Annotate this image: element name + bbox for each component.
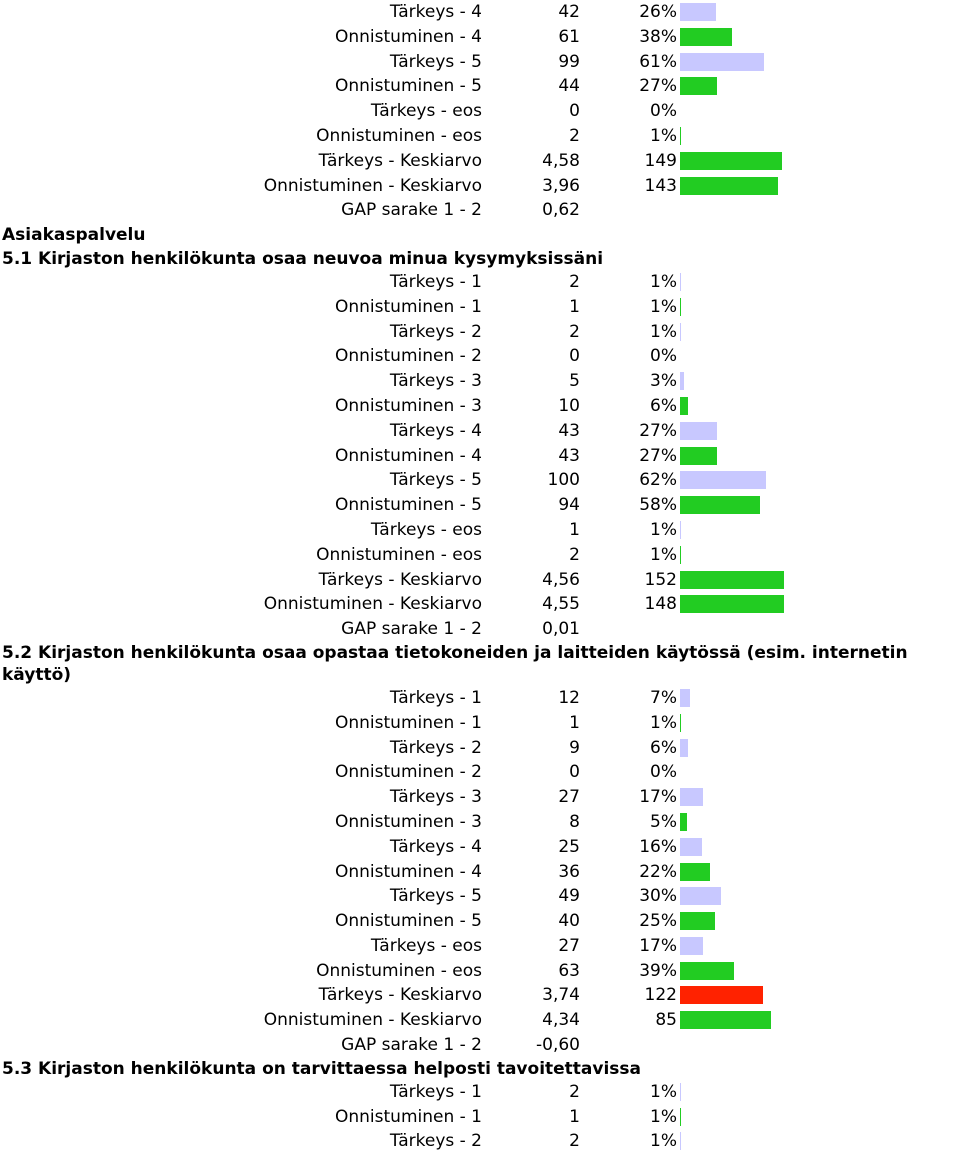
row-value: 43 [558,445,580,466]
row-value: 4,58 [542,150,580,171]
row-label: Tärkeys - Keskiarvo [318,569,482,590]
result-bar [680,887,721,905]
result-bar [680,739,688,757]
row-percent: 17% [639,935,677,956]
result-row [0,617,960,642]
result-row [0,543,960,568]
row-label: GAP sarake 1 - 2 [341,1035,482,1056]
row-percent: 6% [650,395,677,416]
row-value: 99 [558,51,580,72]
result-row [0,198,960,223]
row-value: 2 [569,125,580,146]
question-heading: 5.2 Kirjaston henkilökunta osaa opastaa tietokoneiden ja laitteiden käytössä (esim. internetin käyttö) [2,642,908,685]
result-bar [680,372,684,390]
row-percent: 143 [644,175,677,196]
row-label: Tärkeys - 5 [389,470,482,491]
row-percent: 27% [639,76,677,97]
row-label: Onnistuminen - 4 [335,861,482,882]
result-bar [680,152,782,170]
result-row [0,394,960,419]
row-label: Onnistuminen - eos [316,544,482,565]
row-label: Onnistuminen - 1 [335,296,482,317]
row-percent: 1% [650,296,677,317]
row-label: Onnistuminen - 4 [335,26,482,47]
row-value: 43 [558,420,580,441]
row-percent: 39% [639,960,677,981]
result-row [0,295,960,320]
result-bar [680,838,702,856]
result-row [0,909,960,934]
row-percent: 1% [650,1131,677,1152]
row-label: Onnistuminen - Keskiarvo [263,594,482,615]
row-label: Tärkeys - 4 [389,420,482,441]
row-value: 0,01 [542,619,580,640]
row-value: 12 [558,687,580,708]
row-value: 94 [558,495,580,516]
row-percent: 1% [650,712,677,733]
row-percent: 30% [639,886,677,907]
row-percent: 0% [650,762,677,783]
result-row [0,711,960,736]
result-bar [680,77,717,95]
row-value: 40 [558,911,580,932]
row-value: 2 [569,544,580,565]
row-label: GAP sarake 1 - 2 [341,619,482,640]
row-value: 1 [569,1106,580,1127]
result-row [0,124,960,149]
result-bar [680,813,687,831]
result-row [0,1008,960,1033]
row-value: 42 [558,2,580,22]
row-label: Tärkeys - 2 [389,1131,482,1152]
result-row [0,860,960,885]
row-percent: 27% [639,420,677,441]
result-bar [680,273,681,291]
result-bar [680,788,703,806]
result-row [0,468,960,493]
result-row [0,835,960,860]
row-percent: 25% [639,911,677,932]
result-bar [680,714,681,732]
row-percent: 1% [650,519,677,540]
row-percent: 58% [639,495,677,516]
row-label: Onnistuminen - 2 [335,762,482,783]
row-value: 4,56 [542,569,580,590]
row-label: Onnistuminen - Keskiarvo [263,175,482,196]
row-percent: 3% [650,371,677,392]
row-percent: 27% [639,445,677,466]
result-row [0,174,960,199]
row-label: Tärkeys - 4 [389,836,482,857]
row-value: 4,34 [542,1010,580,1031]
result-bar [680,447,717,465]
row-percent: 122 [644,985,677,1006]
result-row [0,592,960,617]
question-heading: 5.3 Kirjaston henkilökunta on tarvittaessa helposti tavoitettavissa [2,1058,642,1079]
row-value: 2 [569,271,580,292]
row-value: 3,74 [542,985,580,1006]
row-value: 44 [558,76,580,97]
result-bar [680,422,717,440]
result-bar [680,323,681,341]
row-value: 36 [558,861,580,882]
result-row [0,344,960,369]
result-row [0,934,960,959]
row-label: Tärkeys - 1 [389,271,482,292]
row-label: Onnistuminen - 1 [335,1106,482,1127]
result-row [0,810,960,835]
row-label: Onnistuminen - eos [316,125,482,146]
row-value: 63 [558,960,580,981]
result-bar [680,3,716,21]
result-row [0,74,960,99]
row-label: Onnistuminen - 5 [335,495,482,516]
result-bar [680,28,732,46]
row-value: 27 [558,787,580,808]
row-percent: 22% [639,861,677,882]
row-value: 61 [558,26,580,47]
row-value: 25 [558,836,580,857]
row-value: 2 [569,321,580,342]
row-label: Onnistuminen - 4 [335,445,482,466]
row-percent: 1% [650,544,677,565]
row-label: Onnistuminen - eos [316,960,482,981]
row-percent: 61% [639,51,677,72]
result-row [0,25,960,50]
result-bar [680,521,681,539]
row-label: Onnistuminen - 3 [335,395,482,416]
row-percent: 7% [650,687,677,708]
row-label: Tärkeys - 3 [389,787,482,808]
row-value: 10 [558,395,580,416]
row-percent: 0% [650,346,677,367]
row-value: 49 [558,886,580,907]
result-row [0,369,960,394]
result-row [0,760,960,785]
result-bar [680,177,778,195]
result-row [0,50,960,75]
row-label: Tärkeys - eos [370,935,482,956]
row-label: Tärkeys - 1 [389,687,482,708]
result-bar [680,546,681,564]
row-label: Onnistuminen - 5 [335,76,482,97]
row-value: 27 [558,935,580,956]
row-label: Tärkeys - 4 [389,2,482,22]
row-percent: 5% [650,811,677,832]
row-percent: 17% [639,787,677,808]
row-value: -0,60 [536,1035,580,1056]
row-value: 1 [569,519,580,540]
row-label: Tärkeys - 5 [389,51,482,72]
row-percent: 0% [650,101,677,122]
result-row [0,785,960,810]
section-title: Asiakaspalvelu [2,225,146,246]
row-value: 0,62 [542,200,580,221]
result-row [0,419,960,444]
result-bar [680,1108,681,1126]
result-bar [680,127,681,145]
row-percent: 38% [639,26,677,47]
row-percent: 6% [650,737,677,758]
result-bar [680,1011,771,1029]
row-percent: 16% [639,836,677,857]
row-label: Tärkeys - Keskiarvo [318,985,482,1006]
result-row [0,518,960,543]
row-value: 1 [569,712,580,733]
row-percent: 1% [650,321,677,342]
row-value: 3,96 [542,175,580,196]
row-label: Tärkeys - 1 [389,1081,482,1102]
row-label: Tärkeys - 2 [389,737,482,758]
row-label: Onnistuminen - 3 [335,811,482,832]
row-value: 100 [547,470,580,491]
result-row [0,270,960,295]
row-label: Tärkeys - 2 [389,321,482,342]
result-row [0,149,960,174]
row-percent: 1% [650,1106,677,1127]
result-bar [680,595,784,613]
row-percent: 1% [650,271,677,292]
row-percent: 152 [644,569,677,590]
row-percent: 62% [639,470,677,491]
row-value: 1 [569,296,580,317]
row-label: Tärkeys - 5 [389,886,482,907]
result-bar [680,1132,681,1150]
row-label: Onnistuminen - 2 [335,346,482,367]
result-row [0,1105,960,1130]
result-bar [680,496,760,514]
result-bar [680,689,690,707]
result-row [0,686,960,711]
result-bar [680,53,764,71]
result-row [0,493,960,518]
row-label: Tärkeys - eos [370,519,482,540]
row-percent: 148 [644,594,677,615]
result-row [0,1129,960,1154]
row-value: 9 [569,737,580,758]
row-label: GAP sarake 1 - 2 [341,200,482,221]
result-row [0,568,960,593]
result-row [0,0,960,25]
result-bar [680,571,784,589]
row-value: 0 [569,101,580,122]
result-bar [680,986,763,1004]
result-bar [680,471,766,489]
result-bar [680,912,715,930]
result-row [0,959,960,984]
row-value: 0 [569,346,580,367]
row-percent: 1% [650,125,677,146]
row-label: Onnistuminen - 5 [335,911,482,932]
row-label: Tärkeys - Keskiarvo [318,150,482,171]
row-label: Tärkeys - eos [370,101,482,122]
row-value: 8 [569,811,580,832]
row-label: Onnistuminen - Keskiarvo [263,1010,482,1031]
row-value: 2 [569,1081,580,1102]
row-label: Onnistuminen - 1 [335,712,482,733]
result-bar [680,962,734,980]
result-row [0,736,960,761]
row-percent: 26% [639,2,677,22]
row-percent: 85 [655,1010,677,1031]
row-value: 0 [569,762,580,783]
result-row [0,99,960,124]
row-label: Tärkeys - 3 [389,371,482,392]
result-bar [680,1083,681,1101]
result-row [0,320,960,345]
result-row [0,444,960,469]
result-row [0,983,960,1008]
question-heading: 5.1 Kirjaston henkilökunta osaa neuvoa minua kysymyksissäni [2,248,604,269]
result-bar [680,397,688,415]
result-row [0,1033,960,1058]
row-percent: 1% [650,1081,677,1102]
result-bar [680,298,681,316]
result-bar [680,863,710,881]
row-value: 2 [569,1131,580,1152]
result-row [0,884,960,909]
result-row [0,1080,960,1105]
row-value: 5 [569,371,580,392]
row-value: 4,55 [542,594,580,615]
row-percent: 149 [644,150,677,171]
result-bar [680,937,703,955]
